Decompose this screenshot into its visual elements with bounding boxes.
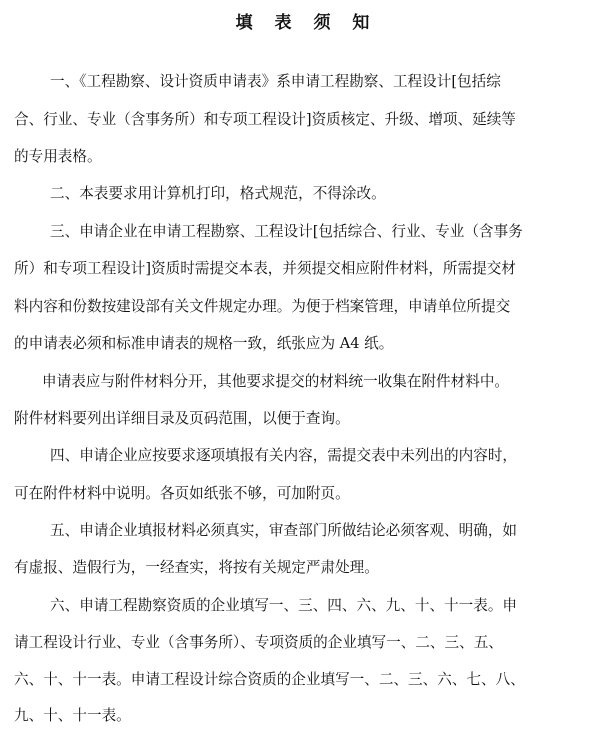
body-line: 六、十、十一表。申请工程设计综合资质的企业填写一、二、三、六、七、八、 [14,671,525,688]
body-line: 九、十、十一表。 [14,707,131,724]
body-line: 所）和专项工程设计]资质时需提交本表，并须提交相应附件材料，所需提交材 [14,260,516,277]
body-line: 二、本表要求用计算机打印，格式规范，不得涂改。 [50,185,386,202]
body-line: 申请表应与附件材料分开，其他要求提交的材料统一收集在附件材料中。 [42,373,510,390]
body-line: 的申请表必须和标准申请表的规格一致，纸张应为 A4 纸。 [14,335,394,352]
body-line: 请工程设计行业、专业（含事务所）、专项资质的企业填写一、二、三、五、 [14,634,503,651]
body-line: 料内容和份数按建设部有关文件规定办理。为便于档案管理，申请单位所提交 [14,298,511,315]
body-line: 五、申请企业填报材料必须真实，审查部门所做结论必须客观、明确，如 [50,522,518,539]
document-title: 填 表 须 知 [235,13,378,33]
body-line: 有虚报、造假行为，一经查实，将按有关规定严肃处理。 [14,559,379,576]
body-line: 的专用表格。 [14,148,102,165]
body-line: 可在附件材料中说明。各页如纸张不够，可加附页。 [14,485,350,502]
body-line: 三、申请企业在申请工程勘察、工程设计[包括综合、行业、专业（含事务 [50,223,523,240]
body-line: 六、申请工程勘察资质的企业填写一、三、四、六、九、十、十一表。申 [50,597,518,614]
body-line: 四、申请企业应按要求逐项填报有关内容，需提交表中未列出的内容时， [50,447,518,464]
body-line: 合、行业、专业（含事务所）和专项工程设计]资质核定、升级、增项、延续等 [14,111,516,128]
body-line: 一、《工程勘察、设计资质申请表》系申请工程勘察、工程设计[包括综 [50,73,501,90]
body-line: 附件材料要列出详细目录及页码范围，以便于查询。 [14,410,350,427]
